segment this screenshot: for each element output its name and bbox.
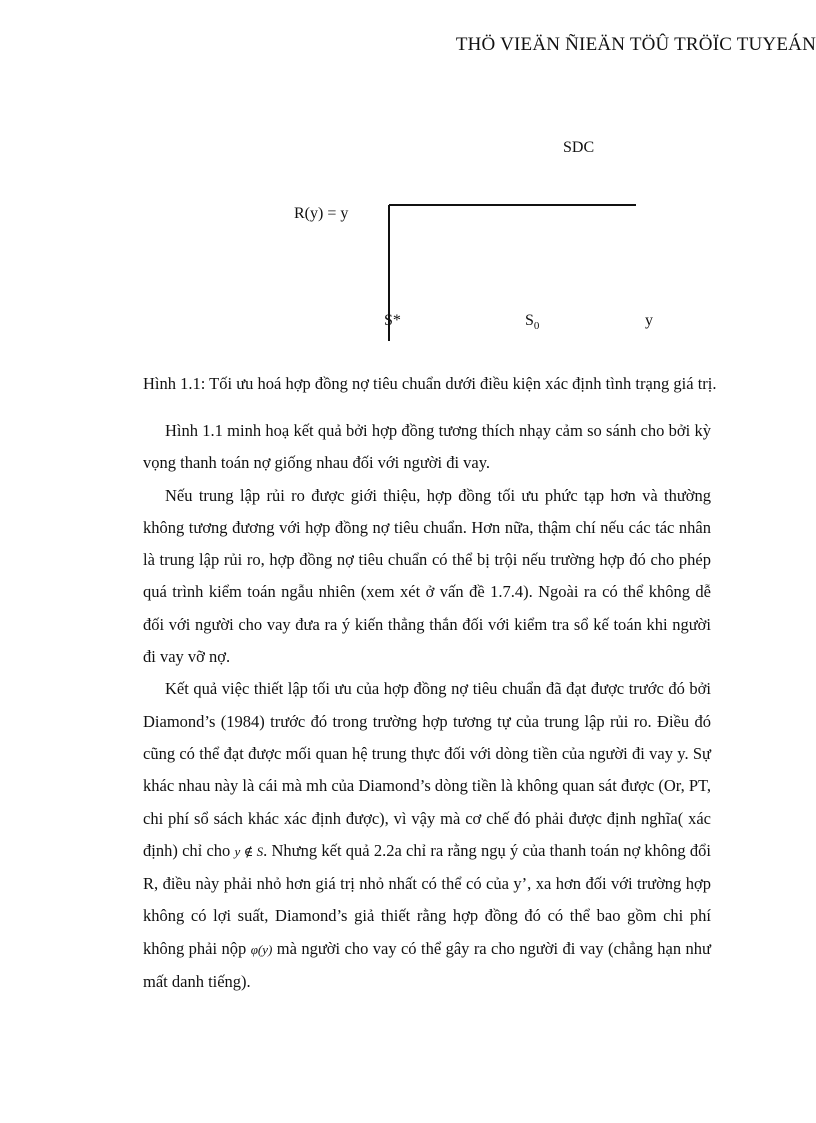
sdc-label: SDC xyxy=(563,139,595,156)
p3-text-a: Kết quả việc thiết lập tối ưu của hợp đồng nợ tiêu chuẩn đã đạt được trước đó bởi Diamond’s (1984) trước đó trong trường hợp tương tự của trung lập rủi ro. Điều đó cũng có thể đạt được mối quan hệ trung thực đối với dòng tiền của người đi vay y. Sự khác nhau này là cái mà mh của Diamond’s dòng tiền là không quan sát được (Or, PT, chi phí sổ sách khác xác định được), vì vậy mà cơ chế đó phải được định nghĩa( xác định) chỉ cho xyxy=(143,679,711,860)
r-of-y-label: R(y) = y xyxy=(294,205,349,222)
paragraph xyxy=(143,673,711,998)
page-header: THÖ VIEÄN ÑIEÄN TÖÛ TRÖÏC TUYEÁN xyxy=(455,34,816,55)
paragraph: Nếu trung lập rủi ro được giới thiệu, hợp đồng tối ưu phức tạp hơn và thường không tương đương với hợp đồng nợ tiêu chuẩn. Hơn nữa, thậm chí nếu các tác nhân là trung lập rủi ro, hợp đồng nợ tiêu chuẩn có thể bị trội nếu trường hợp đó cho phép quá trình kiểm toán ngẫu nhiên (xem xét ở vấn đề 1.7.4). Ngoài ra có thể không dễ đối với người cho vay đưa ra ý kiến thẳng thắn đối với kiểm tra sổ kế toán khi người đi vay vỡ nợ. xyxy=(143,485,711,667)
s0-label xyxy=(525,312,539,332)
sdc-figure xyxy=(0,0,816,360)
p3-text-b: . Nhưng kết quả 2.2a chỉ ra rằng ngụ ý của thanh toán nợ không đổi R, điều này phải nhỏ hơn giá trị nhỏ nhất có thể có của y’, xa hơn đối với trường hợp không có lợi suất, Diamond’s giả thiết rằng hợp đồng đó có thể bao gồm chi phí không phải nộp xyxy=(143,840,711,958)
s0-base: S xyxy=(525,312,534,329)
math-phi-y: φ(y) xyxy=(250,941,273,957)
p3-text-c: mà người cho vay có thể gây ra cho người đi vay (chẳng hạn như mất danh tiếng). xyxy=(143,938,711,992)
figure-caption: Hình 1.1: Tối ưu hoá hợp đồng nợ tiêu chuẩn dưới điều kiện xác định tình trạng giá trị. xyxy=(143,374,717,393)
paragraph: Hình 1.1 minh hoạ kết quả bởi hợp đồng tương thích nhạy cảm so sánh cho bởi kỳ vọng thanh toán nợ giống nhau đối với người đi vay. xyxy=(143,421,711,473)
s0-subscript: 0 xyxy=(533,320,540,333)
y-axis-label: y xyxy=(645,312,653,329)
body-text xyxy=(143,415,711,998)
s-star-label: S* xyxy=(384,312,401,329)
math-y-not-in-s: y ∉ S xyxy=(234,843,264,859)
